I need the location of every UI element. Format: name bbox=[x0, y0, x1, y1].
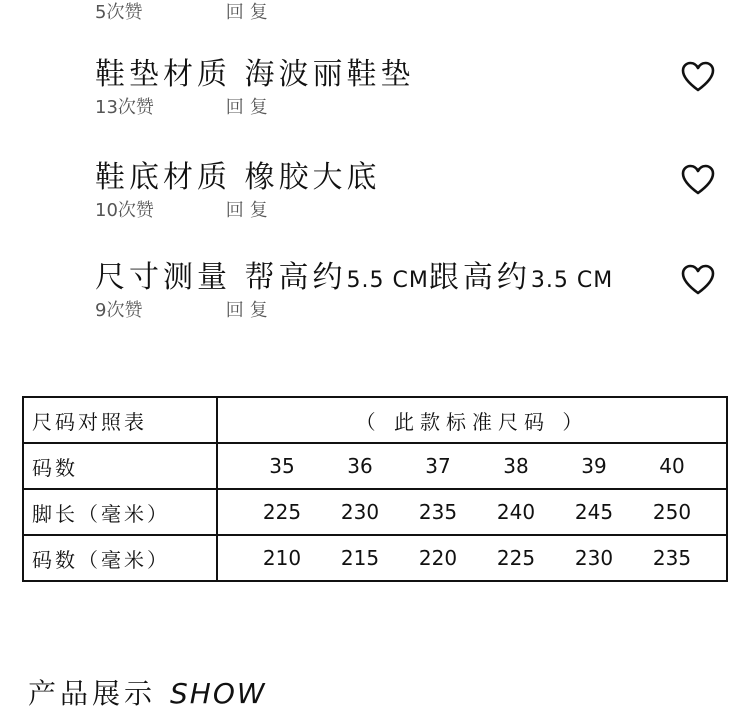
comment-meta bbox=[95, 0, 715, 26]
section-title-en: SHOW bbox=[170, 677, 267, 710]
comment-text-num: 5.5 CM bbox=[346, 268, 429, 293]
reply-link[interactable]: 回复 bbox=[225, 200, 274, 221]
reply-link[interactable]: 回复 bbox=[225, 97, 274, 118]
like-count: 13次赞 bbox=[95, 97, 154, 118]
comment-text: 鞋垫材质 海波丽鞋垫 bbox=[95, 57, 415, 92]
table-cell: 37 bbox=[425, 454, 451, 478]
size-chart-title: 尺码对照表 bbox=[23, 397, 217, 443]
table-cell: 240 bbox=[496, 500, 536, 524]
table-cell: 230 bbox=[574, 546, 614, 570]
table-cell: 39 bbox=[581, 454, 607, 478]
table-cell: 35 bbox=[269, 454, 295, 478]
comment-meta bbox=[95, 198, 715, 224]
heart-icon[interactable] bbox=[681, 61, 715, 93]
table-cell: 235 bbox=[418, 500, 458, 524]
table-row bbox=[23, 535, 727, 581]
table-cell: 220 bbox=[418, 546, 458, 570]
table-cell: 38 bbox=[503, 454, 529, 478]
table-cell: 235 bbox=[652, 546, 692, 570]
table-cell: 250 bbox=[652, 500, 692, 524]
row-label: 脚长（毫米） bbox=[23, 489, 217, 535]
heart-icon[interactable] bbox=[681, 264, 715, 296]
section-title bbox=[28, 672, 267, 712]
table-cell: 230 bbox=[340, 500, 380, 524]
table-cell: 40 bbox=[659, 454, 685, 478]
table-row bbox=[23, 489, 727, 535]
reply-link[interactable]: 回复 bbox=[225, 300, 274, 321]
table-header-row bbox=[23, 397, 727, 443]
comment-item bbox=[95, 258, 715, 324]
heart-icon[interactable] bbox=[681, 164, 715, 196]
like-count: 9次赞 bbox=[95, 300, 143, 321]
table-cell: 210 bbox=[262, 546, 302, 570]
comment-meta bbox=[95, 95, 715, 121]
comment-text-main: 尺寸测量 帮高约 bbox=[95, 260, 347, 295]
table-cell: 225 bbox=[262, 500, 302, 524]
table-cell: 245 bbox=[574, 500, 614, 524]
table-row bbox=[23, 443, 727, 489]
comment-text bbox=[95, 258, 715, 298]
like-count: 5次赞 bbox=[95, 2, 143, 23]
row-label: 码数 bbox=[23, 443, 217, 489]
table-cell: 36 bbox=[347, 454, 373, 478]
table-cell: 215 bbox=[340, 546, 380, 570]
size-chart-note: （ 此款标准尺码 ） bbox=[217, 397, 727, 443]
comment-text-num: 3.5 CM bbox=[530, 268, 614, 293]
comment-text-mid: 跟高约 bbox=[428, 260, 531, 295]
comment-meta bbox=[95, 298, 715, 324]
reply-link[interactable]: 回复 bbox=[225, 2, 274, 23]
table-cell: 225 bbox=[496, 546, 536, 570]
comment-item bbox=[95, 158, 715, 224]
section-title-zh: 产品展示 bbox=[28, 677, 157, 710]
size-chart-table bbox=[22, 396, 728, 582]
comment-text: 鞋底材质 橡胶大底 bbox=[95, 160, 381, 195]
like-count: 10次赞 bbox=[95, 200, 154, 221]
comment-item bbox=[95, 55, 715, 121]
row-label: 码数（毫米） bbox=[23, 535, 217, 581]
comment-item bbox=[95, 0, 715, 26]
